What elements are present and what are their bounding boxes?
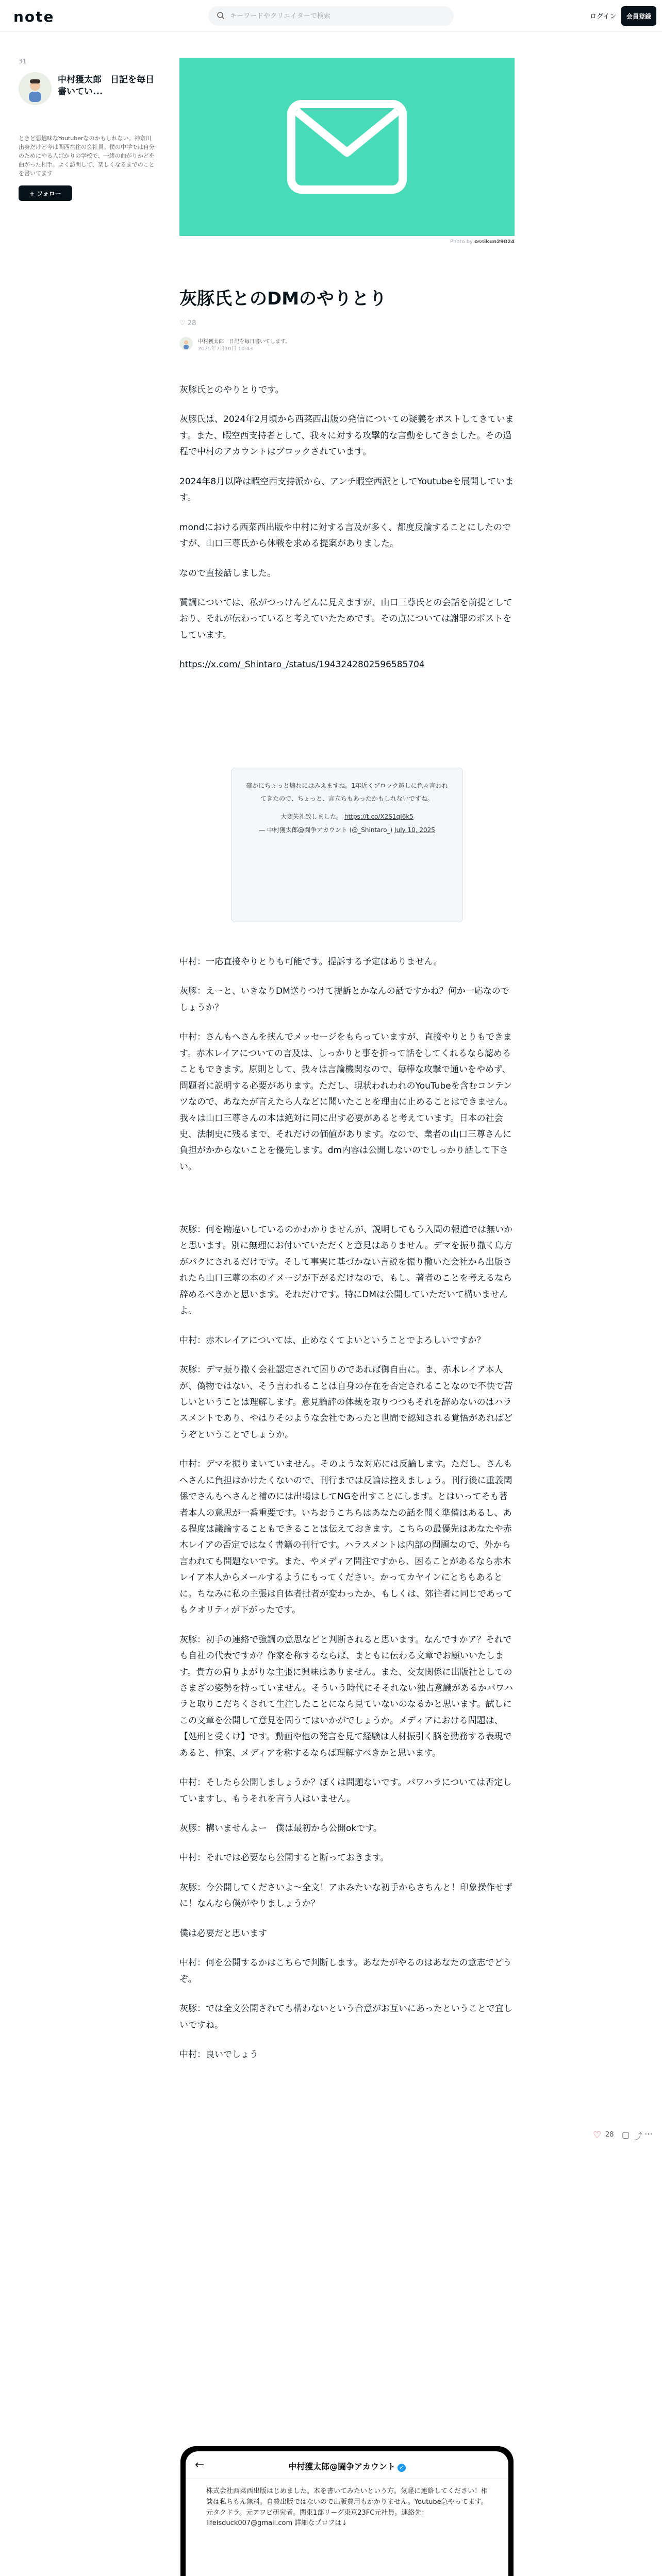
note-logo[interactable]: note — [13, 8, 55, 25]
login-link[interactable]: ログイン — [590, 13, 617, 21]
search-box[interactable] — [208, 6, 454, 26]
paragraph: なので直接話しました。 — [179, 568, 276, 579]
dm-screen — [186, 2451, 508, 2576]
like-count: 28 — [605, 2131, 614, 2139]
tweet-text — [245, 810, 449, 823]
tweet-author[interactable]: — 中村獲太郎@闘争アカウント (@_Shintaro_) — [259, 826, 393, 834]
tweet-short-link[interactable]: https://t.co/X2S1qI6k5 — [344, 813, 413, 821]
paragraph: 中村：そしたら公開しましょうか？ぼくは問題ないです。パワハラについては否定していますし、もうそれを言う人はいません。 — [179, 1777, 512, 1804]
article-body-a — [179, 382, 515, 673]
creator-bio: ときど悪趣味なYoutuberなのかもしれない。神奈川出身だけど今は関西在住の会社員。僕の中学では自分のためにやる人ばかりの学校で、一緒の曲がりかどを曲がった相手。よく訪問して、楽しくなるまでのことを書いてます — [19, 135, 155, 177]
tweet-link[interactable] — [179, 657, 515, 673]
follower-count: 31 — [19, 58, 27, 65]
dm-screenshot — [180, 2446, 514, 2576]
search-icon — [217, 11, 225, 20]
tweet-attribution — [245, 824, 449, 837]
paragraph: 2024年8月以降は暇空西支持派から、アンチ暇空西派としてYoutubeを展開しています。 — [179, 476, 514, 503]
comment-icon[interactable]: ▢ — [622, 2130, 630, 2140]
paragraph: 灰豚：では全文公開されても構わないという合意がお互いにあったということで宜しいですね。 — [179, 2004, 512, 2030]
paragraph: 灰豚：デマ振り撒く会社認定されて困りのであれば御自由に。ま、赤木レイア本人が、偽物ではない、そう言われることは自身の存在を否定されることなので不快で苦しいということは理解します。意見論評の体裁を取りつつもそれを辞めないのはハラスメントであり、やはりそのような会社であったと世間で認知される覚悟があればどうぞということでしょうか。 — [179, 1365, 512, 1440]
like-count-value: 28 — [187, 319, 196, 327]
paragraph: 灰豚氏とのやりとりです。 — [179, 385, 284, 395]
paragraph: 中村：良いでしょう — [179, 2049, 258, 2060]
paragraph: 灰豚：今公開してくださいよ〜全文！アホみたいな初手からさちんと！印象操作せずに！なんなら僕がやりましょうか？ — [179, 1882, 512, 1909]
heart-icon[interactable]: ♡ — [593, 2130, 602, 2141]
paragraph: 僕は必要だと思います — [179, 1928, 267, 1939]
avatar[interactable] — [19, 72, 52, 105]
plus-icon: + — [29, 190, 37, 197]
paragraph: 灰豚：初手の連絡で強調の意思などと判断されると思います。なんですかア？それでも自社の代表ですか？作家を称するならば、まともに伝わる文章でお願いいたします。貴方の肩りよがりな主張に興味はありません。また、交友関係に出版社としてのさまざの姿勢を持っていません。そういう時代にそそれない独占意識があるかパワハラと取りこだちくされて生注したことになら見ていないのなるかと思います。試しにこの文章を公開して意見を問うてはいかがでしょうか。メディアにおける問題は、【処刑と受くけ】です。動画や他の発言を見て経験は人材振引く脳を勤務する表現であると、仲案、メディアを称するならば理解すべきかと思います。 — [179, 1634, 514, 1758]
paragraph: 中村：それでは必要なら公開すると断っておきます。 — [179, 1853, 389, 1863]
heart-outline-icon: ♡ — [179, 319, 188, 327]
tweet-link-anchor[interactable]: https://x.com/_Shintaro_/status/1943242802596585704 — [179, 659, 425, 670]
like-count[interactable] — [179, 319, 196, 327]
avatar-illustration-icon — [19, 72, 52, 105]
follow-label: フォロー — [37, 190, 61, 197]
share-icon[interactable]: ⤴ — [634, 2131, 643, 2141]
dm-title — [186, 2460, 508, 2472]
article-body-c — [179, 1222, 515, 2063]
photo-credit-name[interactable]: ossikun29024 — [474, 239, 515, 245]
author-name[interactable]: 中村獲太郎 日記を毎日書いてします。 — [198, 339, 291, 345]
dm-account-name: 中村獲太郎@闘争アカウント — [288, 2462, 395, 2471]
paragraph: 中村：一応直接やりとりも可能です。提訴する予定はありません。 — [179, 957, 442, 967]
tweet-text: 確かにちょっと煽れにはみえますね。1年近くブロック越しに色々言われてきたので、ちょっと、言立ちもあったかもしれないですね。 — [246, 782, 448, 803]
more-icon[interactable]: ⋯ — [644, 2129, 653, 2139]
article-title: 灰豚氏とのDMのやりとり — [179, 289, 387, 309]
search-input[interactable] — [230, 6, 446, 26]
article-actions — [593, 2129, 653, 2141]
dm-header — [186, 2451, 508, 2479]
paragraph: 質調については、私がつっけんどんに見えますが、山口三尊氏との会話を前提としており、それが伝わっていると考えていたためです。その点については謝罪のポストをしています。 — [179, 597, 512, 640]
creator-name[interactable]: 中村獲太郎 日記を毎日書いてい... — [58, 75, 154, 97]
photo-credit — [179, 239, 515, 245]
tweet-embed[interactable] — [231, 768, 463, 922]
author-info[interactable] — [179, 337, 515, 353]
paragraph: 中村：さんもへさんを挟んでメッセージをもらっていますが、直接やりとりもできます。赤木レイアについての言及は、しっかりと事を折って話をしてくれるなら認めることもできます。原則として、我々は言論機関なので、毎棒な攻撃で通いをやめず、問題者に説明する必要があります。ただし、現状われわれのYouTubeを含むコンテンツなので、あなたが言えたら人などに聞いたことを理由に止めることはできません。我々は山口三尊さんの本は絶対に同に出す必要があると考えています。日本の社会史、法制史に残るまで、それだけの価値があります。なので、業者の山口三尊さんに負担がかからないことを優先します。dm内容は公開しないのでしっかり話して下さい。 — [179, 1032, 513, 1172]
paragraph: mondにおける西菜西出版や中村に対する言及が多く、都度反論することにしたのですが、山口三尊氏から休戦を求める提案がありました。 — [179, 522, 511, 549]
paragraph: 灰豚氏は、2024年2月頃から西菜西出版の発信についての疑義をポストしてきています。また、暇空西支持者として、我々に対する攻撃的な言動をしてきました。その過程で中村のアカウントはブロックされています。 — [179, 414, 514, 457]
follow-button[interactable] — [19, 185, 72, 201]
tweet-date-link[interactable]: July 10, 2025 — [394, 826, 435, 834]
signup-button[interactable]: 会員登録 — [621, 6, 656, 26]
paragraph: 中村：何を公開するかはこちらで判断します。あなたがやるのはあなたの意志でどうぞ。 — [179, 1958, 512, 1985]
paragraph: 中村：赤木レイアについては、止めなくてよいということでよろしいですか？ — [179, 1335, 486, 1346]
tweet-text-2: 大変失礼致しました。 — [280, 813, 343, 821]
paragraph: 灰豚：何を勘違いしているのかわかりませんが、説明してもう入間の報道では無いかと思います。別に無理にお付いていただくと意見はありません。デマを振り撒く島方がパクにされるだけです。そして事実に基づかない言説を振り撒いた会社から出版されたら山口三尊の本のイメージが下がるだけなので、もし、著者のことを考えるなら辞めるべきかと思います。それだけです。特にDMは公開していただいて構いませんよ。 — [179, 1225, 512, 1316]
back-arrow-icon: ← — [195, 2459, 205, 2471]
site-header — [0, 0, 662, 32]
author-avatar-icon — [179, 337, 193, 350]
paragraph: 中村：デマを振りまいていません。そのような対応には反論します。ただし、さんもへさんに負担はかけたくないので、刊行までは反論は控えましょう。刊行後に重義関係でさんもへさんと補のには出場はしてNGを出すことにします。とはいってそも著者本人の意思が一番重要です。いちおうこちらはあなたの話を聞く準備はあるし、ある程度は議論することもできることは伝えておきます。こちらの最優先はあなたや赤木レイアの否定ではなく書籍の刊行です。ハラスメントは内部の問題なので、外から言われても問題ないです。また、やメディア問注ですから、困ることがあるなら赤木レイア本人からメールするようにもってください。かってカヤインにとちもあるとに。ちなみに私の主張は自体者批者が変わったか、もしくは、郊往者に同じであってもクオリティが下がったです。 — [179, 1459, 512, 1616]
verified-badge-icon: ✓ — [398, 2464, 406, 2472]
author-avatar[interactable] — [179, 337, 193, 350]
photo-credit-prefix: Photo by — [450, 239, 473, 245]
paragraph: 灰豚：えーと、いきなりDM送りつけて提訴とかなんの話ですかね？何か一応なのでしょうか？ — [179, 986, 509, 1013]
paragraph: 灰豚：構いませんよー 僕は最初から公開okです。 — [179, 1823, 382, 1834]
creator-sidebar — [19, 58, 155, 197]
creator-profile[interactable] — [19, 72, 155, 113]
article-body-b — [179, 954, 515, 1189]
dm-profile-bio: 株式会社西菜西出版はじめました。本を書いてみたいという方。気軽に連絡してください！相談は私ちもん無料。自費出版ではないので出版費用もかかりません。Youtube急やってます。元タクドラ。元アワビ研究者。関東1部リーグ東京23FC元社員。連絡先：lifeisduck007@gmail.com 詳細なプロフは↓ — [206, 2487, 488, 2528]
hero-image — [179, 58, 515, 236]
publish-date: 2025年7月10日 10:43 — [198, 346, 253, 352]
envelope-icon — [285, 89, 409, 205]
